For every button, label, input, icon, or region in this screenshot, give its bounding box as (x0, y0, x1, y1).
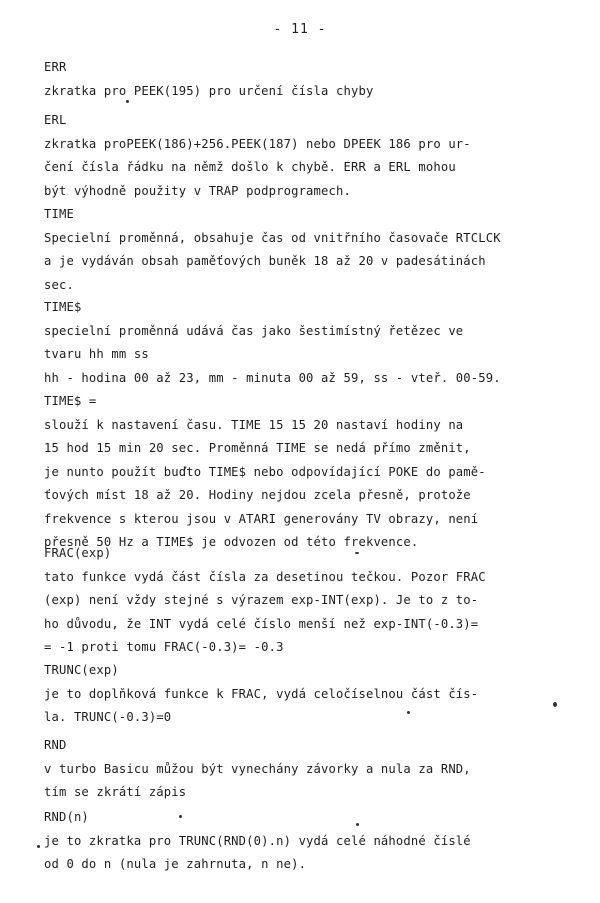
scan-speck (126, 100, 129, 103)
section-term: TIME$ (44, 300, 82, 314)
section-line: je nunto použít buďto TIME$ nebo odpovídající POKE do pamě- (44, 464, 486, 479)
section-line: zkratka proPEEK(186)+256.PEEK(187) nebo DPEEK 186 pro ur- (44, 136, 471, 151)
section-line: specielní proměnná udává čas jako šestimístný řetězec ve (44, 323, 464, 338)
section-term: RND (44, 738, 67, 752)
section-time-string (44, 296, 574, 390)
page-number: - 11 - (273, 22, 327, 37)
section-err (44, 56, 574, 103)
section-line: (exp) není vždy stejné s výrazem exp-INT(exp). Je to z to- (44, 593, 479, 607)
section-line: zkratka pro PEEK(195) pro určení čísla chyby (44, 83, 374, 98)
section-rnd (44, 734, 574, 805)
section-term: TIME (44, 207, 74, 221)
section-line: Specielní proměnná, obsahuje čas od vnitřního časovače RTCLCK (44, 230, 501, 245)
section-line: být výhodně použity v TRAP podprogramech. (44, 183, 351, 198)
section-line: tím se zkrátí zápis (44, 785, 187, 799)
section-line: je to doplňková funkce k FRAC, vydá celočíselnou část čís- (44, 686, 479, 701)
section-line: ho důvodu, že INT vydá celé číslo menší než exp-INT(-0.3)= (44, 616, 479, 631)
section-trunc (44, 659, 574, 730)
section-line: hh - hodina 00 až 23, mm - minuta 00 až 59, ss - vteř. 00-59. (44, 370, 501, 385)
section-line: frekvence s kterou jsou v ATARI generovány TV obrazy, není (44, 511, 479, 526)
section-term: ERL (44, 113, 67, 127)
section-line: slouží k nastavení času. TIME 15 15 20 nastaví hodiny na (44, 417, 464, 432)
section-line: ťových míst 18 až 20. Hodiny nejdou zcela přesně, protože (44, 488, 471, 502)
section-line: la. TRUNC(-0.3)=0 (44, 710, 172, 724)
scan-speck (553, 702, 557, 707)
section-line: sec. (44, 277, 74, 292)
section-term: ERR (44, 60, 67, 74)
section-line: od 0 do n (nula je zahrnuta, n ne). (44, 857, 307, 871)
section-line: je to zkratka pro TRUNC(RND(0).n) vydá celé náhodné číslé (44, 833, 471, 848)
section-line: tato funkce vydá část čísla za desetinou tečkou. Pozor FRAC (44, 569, 486, 584)
section-term: RND(n) (44, 810, 89, 824)
section-line: a je vydáván obsah paměťových buněk 18 až 20 v padesátinách (44, 254, 486, 268)
section-line: v turbo Basicu můžou být vynechány závorky a nula za RND, (44, 761, 471, 776)
section-line: přesně 50 Hz a TIME$ je odvozen od této frekvence. (44, 535, 419, 549)
section-term: FRAC(exp) (44, 546, 112, 560)
section-line: = -1 proti tomu FRAC(-0.3)= -0.3 (44, 640, 284, 654)
section-line: 15 hod 15 min 20 sec. Proměnná TIME se nedá přímo změnit, (44, 441, 471, 455)
section-time-set (44, 390, 574, 555)
section-time (44, 203, 574, 297)
section-frac (44, 542, 574, 660)
section-rnd-n (44, 806, 574, 877)
section-line: čení čísla řádku na němž došlo k chybě. ERR a ERL mohou (44, 160, 456, 174)
scan-speck (407, 711, 410, 714)
scan-speck (355, 552, 359, 554)
section-term: TIME$ = (44, 394, 97, 408)
scan-speck (179, 815, 182, 818)
scan-speck (356, 823, 359, 826)
section-erl (44, 109, 574, 203)
section-line: tvaru hh mm ss (44, 347, 149, 361)
section-term: TRUNC(exp) (44, 663, 119, 677)
scan-speck (37, 845, 40, 848)
